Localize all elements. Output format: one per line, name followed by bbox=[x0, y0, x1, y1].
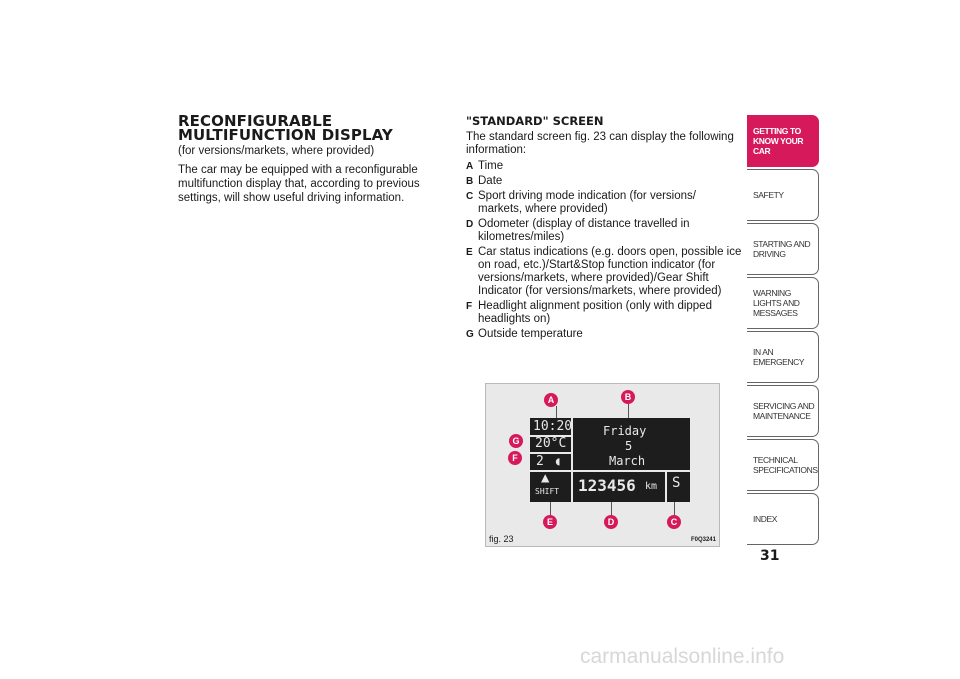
item-text: Date bbox=[478, 175, 503, 187]
item-letter: F bbox=[466, 301, 473, 312]
lcd-month: March bbox=[609, 454, 646, 468]
callout-c: C bbox=[667, 515, 681, 529]
tab-index[interactable]: INDEX bbox=[747, 493, 819, 545]
tab-technical-specifications[interactable]: TECHNICAL SPECIFICATIONS bbox=[747, 439, 819, 491]
list-item-d bbox=[466, 218, 742, 244]
left-column bbox=[178, 114, 450, 205]
tab-servicing[interactable]: SERVICING AND MAINTENANCE bbox=[747, 385, 819, 437]
section-subtitle: (for versions/markets, where provided) bbox=[178, 145, 375, 157]
section-body: The car may be equipped with a reconfigurable multifunction display that, according to previous settings, will show useful driving information. bbox=[178, 164, 420, 204]
watermark: carmanualsonline.info bbox=[580, 645, 785, 668]
callout-a: A bbox=[544, 393, 558, 407]
tab-in-an-emergency[interactable]: IN AN EMERGENCY bbox=[747, 331, 819, 383]
lcd-odometer: 123456 bbox=[578, 476, 636, 495]
item-letter: A bbox=[466, 161, 474, 172]
tab-warning-lights[interactable]: WARNING LIGHTS AND MESSAGES bbox=[747, 277, 819, 329]
item-text: Time bbox=[478, 160, 504, 172]
list-item-c bbox=[466, 190, 742, 216]
item-letter: E bbox=[466, 247, 473, 258]
list-item-g bbox=[466, 328, 742, 341]
item-letter: B bbox=[466, 176, 474, 187]
headlight-icon: ◖ bbox=[554, 454, 562, 468]
item-text: Car status indications (e.g. doors open, possible ice on road, etc.)/Start&Stop function indicator (for versions/markets, where provided)/Gear Shift Indicator (for versions/markets, where provided) bbox=[478, 246, 742, 297]
tab-safety[interactable]: SAFETY bbox=[747, 169, 819, 221]
item-letter: C bbox=[466, 191, 474, 202]
list-item-e bbox=[466, 246, 742, 298]
lcd-unit: km bbox=[645, 481, 658, 492]
item-letter: G bbox=[466, 329, 474, 340]
list-item-b bbox=[466, 175, 742, 188]
list-item-f bbox=[466, 300, 742, 326]
lcd-headlight-position: 2 bbox=[536, 454, 544, 469]
lcd-display bbox=[530, 418, 690, 502]
lcd-day: Friday bbox=[603, 424, 647, 438]
page-number: 31 bbox=[760, 548, 780, 564]
lcd-sport-mode: S bbox=[672, 475, 681, 491]
lcd-time: 10:20 bbox=[533, 419, 573, 434]
tab-starting-and-driving[interactable]: STARTING AND DRIVING bbox=[747, 223, 819, 275]
item-text: Odometer (display of distance travelled in kilometres/miles) bbox=[478, 218, 690, 243]
lcd-shift: SHIFT bbox=[535, 487, 560, 496]
callout-b: B bbox=[621, 390, 635, 404]
display-figure bbox=[485, 383, 720, 547]
lcd-date-number: 5 bbox=[625, 439, 633, 453]
tab-getting-to-know-your-car[interactable]: GETTING TO KNOW YOUR CAR bbox=[747, 115, 819, 167]
figure-code: F0Q3241 bbox=[690, 537, 716, 543]
standard-screen-heading: "STANDARD" SCREEN bbox=[466, 114, 604, 128]
standard-screen-intro: The standard screen fig. 23 can display the following information: bbox=[466, 131, 734, 156]
section-title: RECONFIGURABLE MULTIFUNCTION DISPLAY bbox=[178, 112, 393, 144]
item-text: Outside temperature bbox=[478, 328, 583, 340]
lcd-temperature: 20°C bbox=[535, 436, 567, 451]
shift-arrow-icon: ▲ bbox=[541, 470, 550, 486]
item-text: Headlight alignment position (only with dipped headlights on) bbox=[478, 300, 712, 325]
item-letter: D bbox=[466, 219, 474, 230]
callout-f: F bbox=[508, 451, 522, 465]
list-item-a bbox=[466, 160, 742, 173]
callout-g: G bbox=[509, 434, 523, 448]
callout-d: D bbox=[604, 515, 618, 529]
item-text: Sport driving mode indication (for versions/ markets, where provided) bbox=[478, 190, 696, 215]
figure-label: fig. 23 bbox=[489, 534, 514, 544]
callout-e: E bbox=[543, 515, 557, 529]
right-column bbox=[466, 114, 742, 343]
